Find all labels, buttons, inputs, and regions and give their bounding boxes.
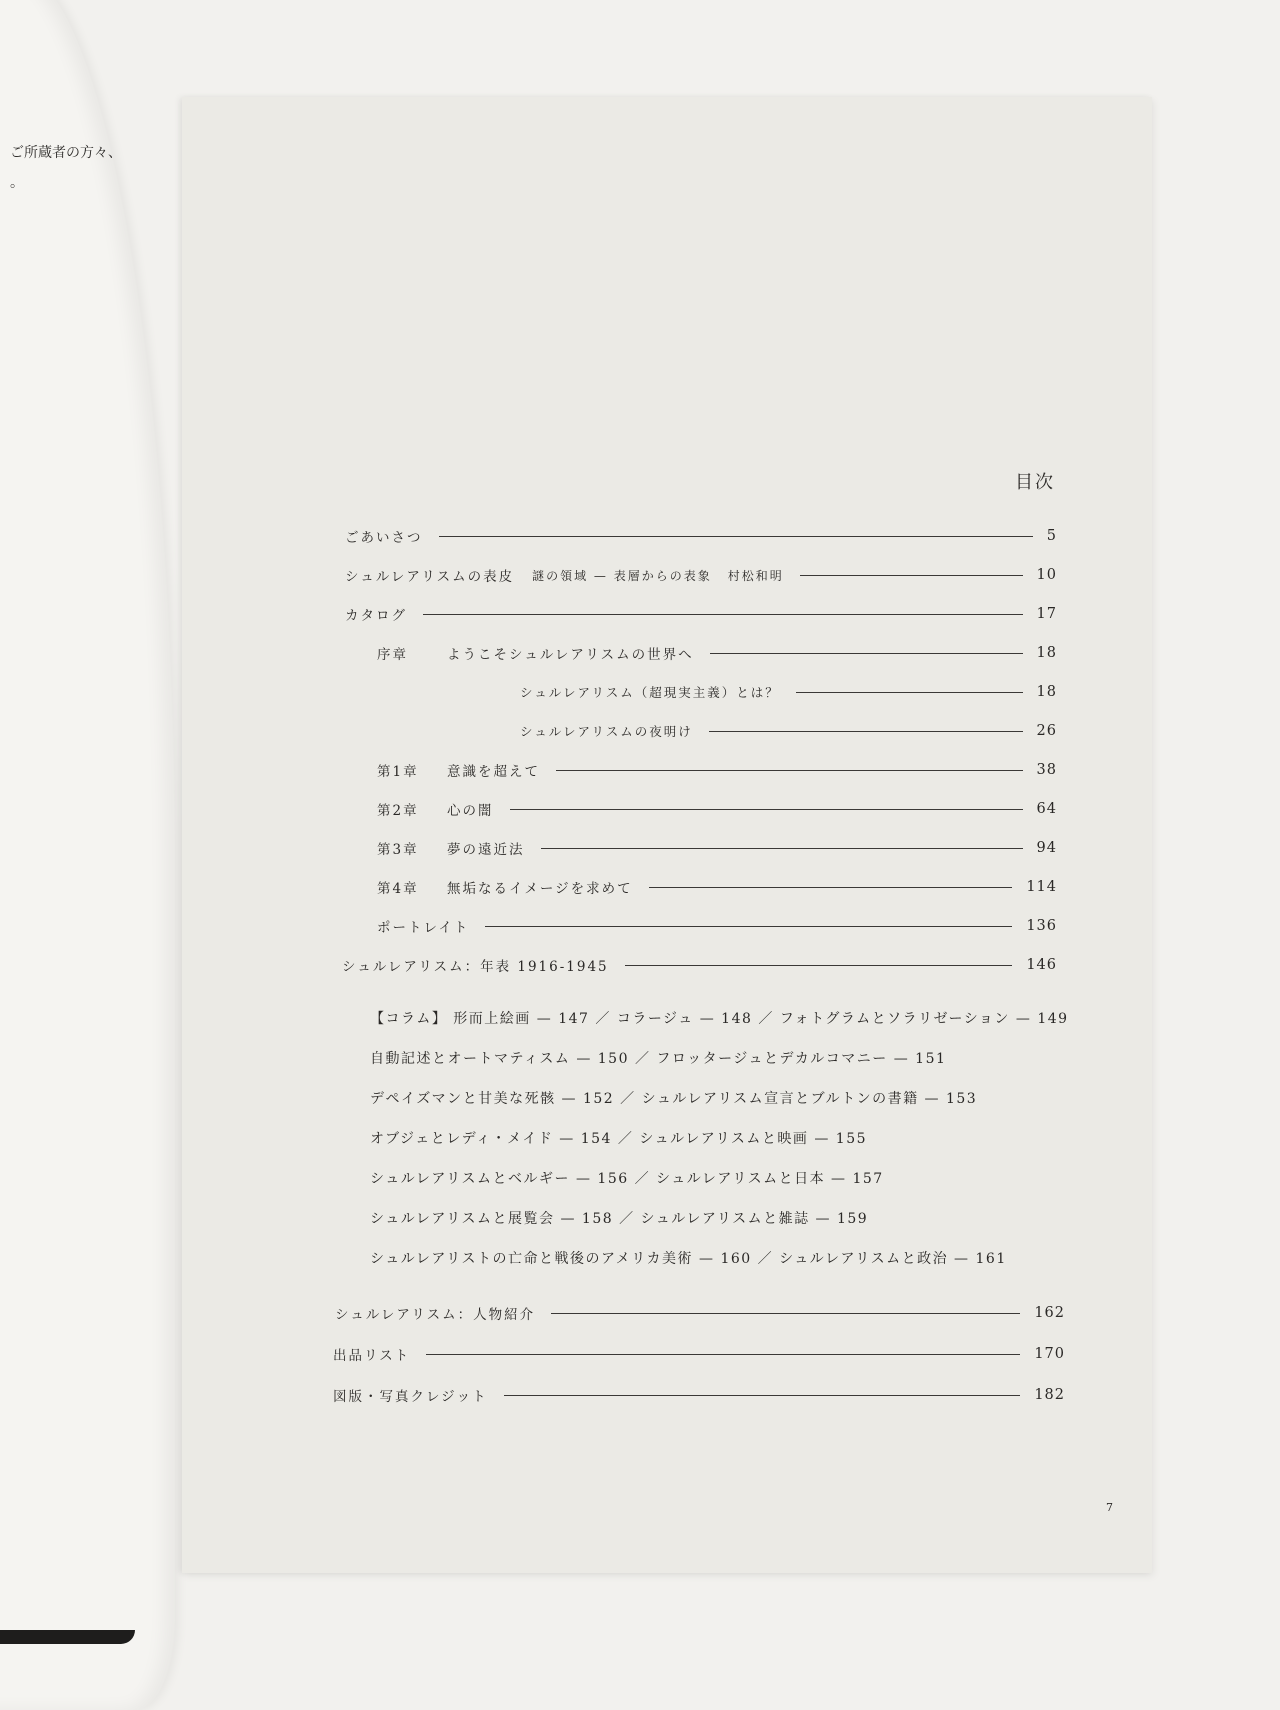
toc-entry-page: 170 xyxy=(1034,1346,1065,1362)
column-line: 自動記述とオートマティスム — 150 ／ フロッタージュとデカルコマニー — 151 xyxy=(370,1051,947,1067)
leader-line xyxy=(439,536,1033,537)
column-line: シュルレアリスムとベルギー — 156 ／ シュルレアリスムと日本 — 157 xyxy=(370,1171,884,1187)
toc-entry xyxy=(377,914,1057,938)
toc-entry xyxy=(335,1301,1065,1325)
leader-line xyxy=(504,1395,1021,1396)
column-line: デペイズマンと甘美な死骸 — 152 ／ シュルレアリスム宣言とブルトンの書籍 — 153 xyxy=(370,1091,978,1107)
toc-entry-page: 5 xyxy=(1046,528,1057,544)
toc-entry xyxy=(345,563,1057,587)
toc-entry-page: 136 xyxy=(1026,918,1057,934)
toc-entry-chapter: 第1章 xyxy=(377,764,419,780)
toc-entry xyxy=(520,680,1057,704)
toc-entry-label: シュルレアリスム（超現実主義）とは？ xyxy=(520,685,780,700)
column-line: シュルレアリスムと展覧会 — 158 ／ シュルレアリスムと雑誌 — 159 xyxy=(370,1211,869,1227)
column-line: シュルレアリストの亡命と戦後のアメリカ美術 — 160 ／ シュルレアリスムと政治 — 161 xyxy=(370,1251,1007,1267)
toc-entry xyxy=(520,719,1057,743)
toc-title: 目次 xyxy=(1015,472,1055,493)
toc-entry-label: カタログ xyxy=(345,608,407,624)
toc-entry-chapter: 第4章 xyxy=(377,881,419,897)
left-page-text-fragment: 。 xyxy=(10,175,24,191)
toc-entry xyxy=(377,758,1057,782)
toc-entry xyxy=(377,797,1057,821)
leader-line xyxy=(556,770,1023,771)
toc-entry-page: 182 xyxy=(1034,1387,1065,1403)
left-page-text-fragment: ご所蔵者の方々、 xyxy=(10,145,122,161)
toc-entry-page: 38 xyxy=(1036,762,1057,778)
leader-line xyxy=(541,848,1023,849)
toc-entry-page: 94 xyxy=(1036,840,1057,856)
toc-entry xyxy=(377,641,1057,665)
toc-entry-label: ごあいさつ xyxy=(345,530,423,546)
toc-entry xyxy=(342,953,1057,977)
toc-entry-chapter: 第3章 xyxy=(377,842,419,858)
toc-entry-page: 18 xyxy=(1036,645,1057,661)
toc-entry-page: 64 xyxy=(1036,801,1057,817)
leader-line xyxy=(649,887,1013,888)
leader-line xyxy=(426,1354,1020,1355)
leader-line xyxy=(625,965,1013,966)
toc-entry-page: 17 xyxy=(1036,606,1057,622)
toc-entry-page: 10 xyxy=(1036,567,1057,583)
toc-entry-page: 18 xyxy=(1036,684,1057,700)
leader-line xyxy=(710,653,1023,654)
toc-entry-page: 114 xyxy=(1026,879,1057,895)
leader-line xyxy=(796,692,1023,693)
toc-entry xyxy=(345,524,1057,548)
toc-entry-label: シュルレアリスム：人物紹介 xyxy=(335,1307,536,1323)
toc-entry-page: 26 xyxy=(1036,723,1057,739)
toc-entry xyxy=(377,836,1057,860)
column-line: オブジェとレディ・メイド — 154 ／ シュルレアリスムと映画 — 155 xyxy=(370,1131,868,1147)
toc-entry-chapter: 序章 xyxy=(377,647,408,663)
leader-line xyxy=(551,1313,1020,1314)
leader-line xyxy=(510,809,1023,810)
toc-entry-label: 夢の遠近法 xyxy=(447,842,525,858)
toc-entry-label: シュルレアリスムの夜明け xyxy=(520,724,693,739)
leader-line xyxy=(485,926,1012,927)
leader-line xyxy=(423,614,1023,615)
toc-entry xyxy=(345,602,1057,626)
page-number: 7 xyxy=(1106,1501,1113,1514)
toc-entry-label: 心の闇 xyxy=(447,803,494,819)
toc-entry xyxy=(377,875,1057,899)
leader-line xyxy=(709,731,1023,732)
toc-entry-label: ポートレイト xyxy=(377,920,470,936)
toc-entry-author: 村松和明 xyxy=(727,568,784,583)
toc-entry-label: 図版・写真クレジット xyxy=(333,1389,488,1405)
leader-line xyxy=(800,575,1023,576)
toc-entry xyxy=(333,1342,1065,1366)
toc-entry-label: シュルレアリスムの表皮 xyxy=(345,569,515,585)
toc-entry-page: 146 xyxy=(1026,957,1057,973)
toc-entry-page: 162 xyxy=(1034,1305,1065,1321)
toc-entry-label: 意識を超えて xyxy=(447,764,540,780)
toc-entry-label: ようこそシュルレアリスムの世界へ xyxy=(447,647,694,663)
toc-entry-label: 出品リスト xyxy=(333,1348,411,1364)
toc-entry xyxy=(333,1383,1065,1407)
left-page-edge xyxy=(0,1630,135,1644)
toc-entry-label: シュルレアリスム：年表 1916-1945 xyxy=(342,959,609,975)
column-line: 【コラム】 形而上絵画 — 147 ／ コラージュ — 148 ／ フォトグラムとソラリゼーション — 149 xyxy=(370,1011,1069,1027)
toc-entry-chapter: 第2章 xyxy=(377,803,419,819)
toc-entry-subtitle: 謎の領域 — 表層からの表象 xyxy=(532,568,712,583)
left-page xyxy=(0,0,175,1710)
toc-entry-label: 無垢なるイメージを求めて xyxy=(447,881,633,897)
